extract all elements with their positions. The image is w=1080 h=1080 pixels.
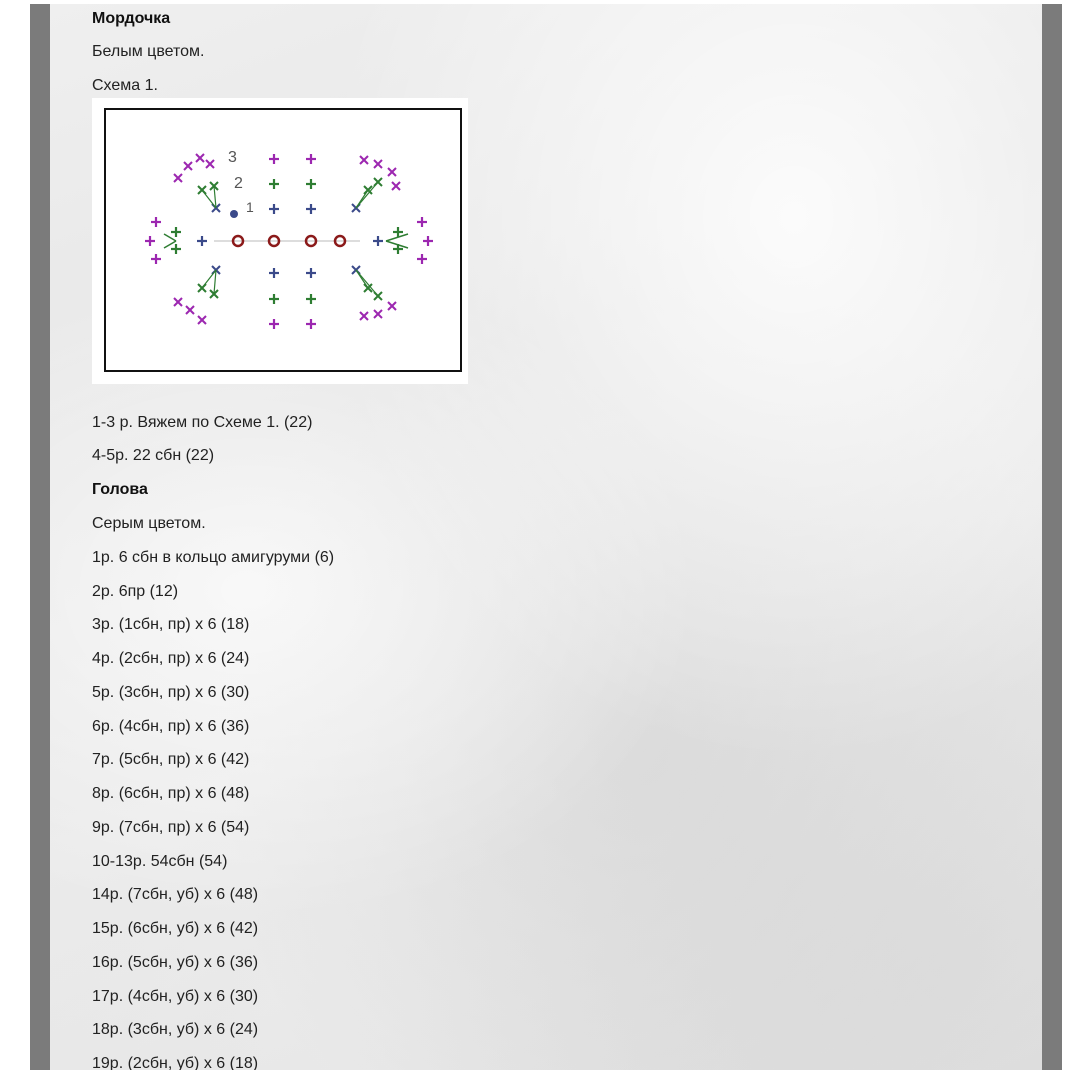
stitch-sc-plus xyxy=(417,254,427,264)
stitch-sc-cross xyxy=(360,312,368,320)
increase-v-line xyxy=(164,234,176,241)
stitch-sc-plus xyxy=(171,227,181,237)
row-instruction: 18р. (3сбн, уб) х 6 (24) xyxy=(92,1021,259,1038)
scheme-stitch-marks xyxy=(145,154,433,329)
stitch-sc-plus xyxy=(306,294,316,304)
stitch-sc-plus xyxy=(306,179,316,189)
stitch-sc-plus xyxy=(423,236,433,246)
stitch-sc-plus xyxy=(417,217,427,227)
row-instruction: 8р. (6сбн, пр) х 6 (48) xyxy=(92,785,250,802)
increase-v-line xyxy=(214,270,216,294)
row-instruction: 3р. (1сбн, пр) х 6 (18) xyxy=(92,616,250,633)
stitch-sc-plus xyxy=(269,268,279,278)
row-instruction: 14р. (7сбн, уб) х 6 (48) xyxy=(92,886,259,903)
row-instruction: 10-13р. 54сбн (54) xyxy=(92,853,228,870)
text-line: Серым цветом. xyxy=(92,515,206,532)
stitch-sc-cross xyxy=(374,160,382,168)
row-label-2: 2 xyxy=(234,175,243,192)
stitch-sc-cross xyxy=(374,310,382,318)
stitch-start-dot xyxy=(230,210,238,218)
stitch-sc-plus xyxy=(197,236,207,246)
increase-v-line xyxy=(356,182,378,208)
stitch-sc-plus xyxy=(306,319,316,329)
stitch-sc-cross xyxy=(186,306,194,314)
section-heading-mordochka: Мордочка xyxy=(92,10,171,27)
stitch-sc-cross xyxy=(184,162,192,170)
row-instruction: 4р. (2сбн, пр) х 6 (24) xyxy=(92,650,250,667)
stitch-sc-plus xyxy=(269,204,279,214)
stitch-sc-cross xyxy=(174,298,182,306)
row-label-3: 3 xyxy=(228,149,237,166)
stitch-sc-cross xyxy=(174,174,182,182)
stitch-sc-plus xyxy=(171,244,181,254)
text-line: Белым цветом. xyxy=(92,43,205,60)
text-line: 1-3 р. Вяжем по Схеме 1. (22) xyxy=(92,414,313,431)
stitch-sc-plus xyxy=(269,294,279,304)
stitch-sc-plus xyxy=(306,204,316,214)
stitch-sc-cross xyxy=(388,168,396,176)
stitch-sc-cross xyxy=(360,156,368,164)
section-heading-golova: Голова xyxy=(92,481,148,498)
row-instruction: 5р. (3сбн, пр) х 6 (30) xyxy=(92,684,250,701)
row-instruction: 19р. (2сбн, уб) х 6 (18) xyxy=(92,1055,259,1070)
stitch-sc-plus xyxy=(306,154,316,164)
stitch-sc-plus xyxy=(373,236,383,246)
stitch-sc-plus xyxy=(145,236,155,246)
stitch-sc-cross xyxy=(388,302,396,310)
stitch-sc-plus xyxy=(269,154,279,164)
stitch-sc-plus xyxy=(151,217,161,227)
crochet-scheme-svg xyxy=(106,110,460,370)
stitch-sc-cross xyxy=(198,316,206,324)
stitch-sc-plus xyxy=(269,179,279,189)
crochet-scheme-figure xyxy=(92,98,468,384)
stitch-sc-cross xyxy=(206,160,214,168)
row-label-1: 1 xyxy=(246,199,254,215)
stitch-sc-cross xyxy=(196,154,204,162)
row-instruction: 17р. (4сбн, уб) х 6 (30) xyxy=(92,988,259,1005)
row-instruction: 9р. (7сбн, пр) х 6 (54) xyxy=(92,819,250,836)
stitch-sc-plus xyxy=(269,319,279,329)
stitch-sc-cross xyxy=(392,182,400,190)
increase-v-line xyxy=(164,241,176,248)
row-instruction: 15р. (6сбн, уб) х 6 (42) xyxy=(92,920,259,937)
row-instruction: 1р. 6 сбн в кольцо амигуруми (6) xyxy=(92,549,335,566)
row-instruction: 6р. (4сбн, пр) х 6 (36) xyxy=(92,718,250,735)
crochet-scheme-diagram xyxy=(104,108,462,372)
stitch-sc-plus xyxy=(151,254,161,264)
document-page xyxy=(50,4,1042,1070)
row-instruction: 16р. (5сбн, уб) х 6 (36) xyxy=(92,954,259,971)
stitch-sc-plus xyxy=(306,268,316,278)
row-instruction: 2р. 6пр (12) xyxy=(92,583,179,600)
text-line: 4-5р. 22 сбн (22) xyxy=(92,447,215,464)
increase-v-line xyxy=(356,270,378,296)
scheme-caption: Схема 1. xyxy=(92,77,158,94)
row-instruction: 7р. (5сбн, пр) х 6 (42) xyxy=(92,751,250,768)
increase-v-line xyxy=(214,186,216,208)
increase-v-line xyxy=(202,190,216,208)
increase-v-line xyxy=(202,270,216,288)
